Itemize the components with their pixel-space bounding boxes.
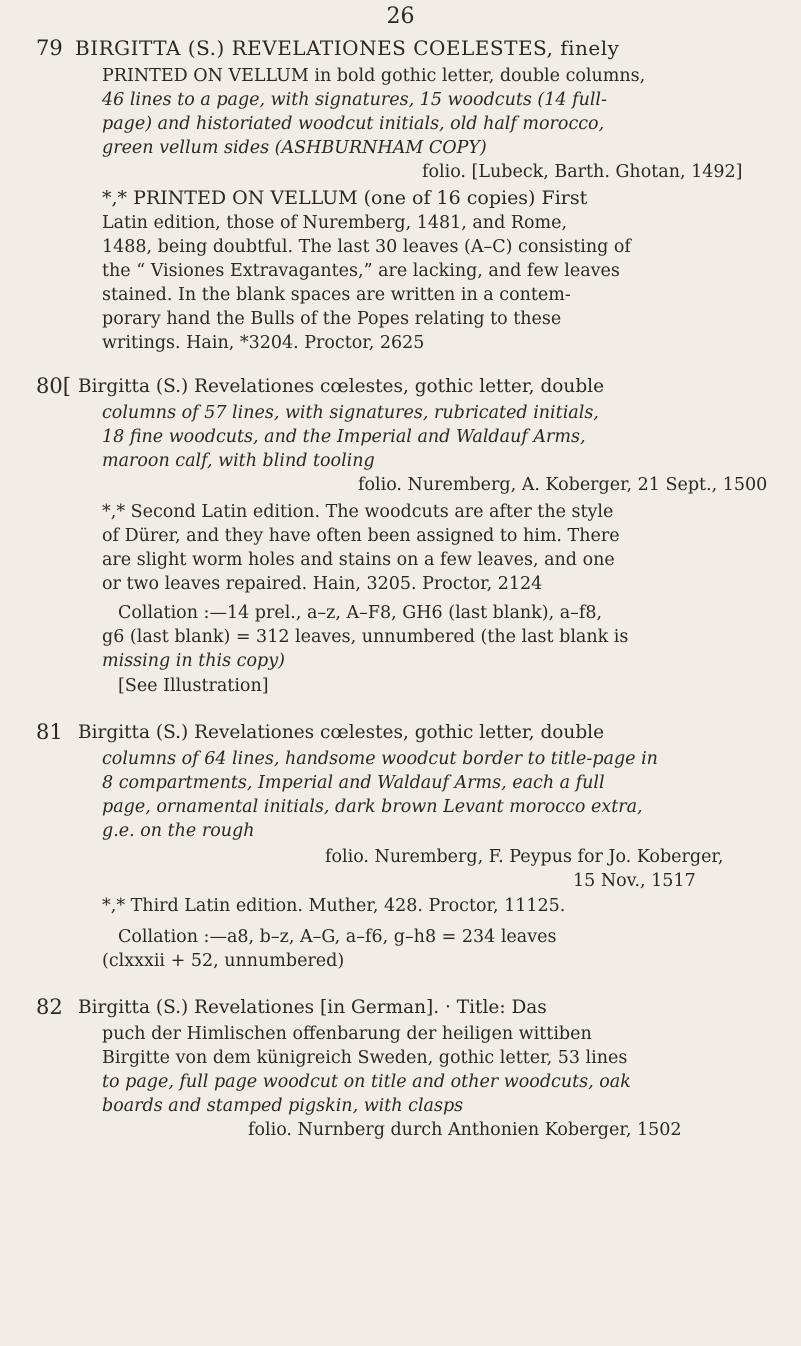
entry-line: writings. Hain, *3204. Proctor, 2625 (102, 333, 425, 353)
entry-line: 8 compartments, Imperial and Waldauf Arms, each a full (102, 773, 605, 793)
entry-line: Collation :—14 prel., a–z, A–F8, GH6 (last blank), a–f8, (118, 603, 603, 623)
entry-line: g.e. on the rough (102, 821, 255, 841)
entry-line: Birgitta (S.) Revelationes [in German]. · Title: Das (78, 997, 547, 1018)
entry-line: Latin edition, those of Nuremberg, 1481, and Rome, (102, 213, 568, 233)
entry-line: *,* PRINTED ON VELLUM (one of 16 copies) First (102, 187, 588, 209)
entry-line: page, ornamental initials, dark brown Levant morocco extra, (102, 797, 643, 817)
entry-line: 1488, being doubtful. The last 30 leaves (A–C) consisting of (102, 237, 631, 257)
entry-line: stained. In the blank spaces are written in a contem- (102, 285, 571, 305)
entry-line: Birgitta (S.) Revelationes cœlestes, gothic letter, double (78, 722, 605, 743)
entry-line: folio. Nuremberg, A. Koberger, 21 Sept., 1500 (358, 475, 768, 495)
lot-number: 82 (36, 995, 63, 1019)
page-number: 26 (386, 4, 415, 29)
entry-line: the “ Visiones Extravagantes,” are lacking, and few leaves (102, 261, 620, 281)
entry-line: folio. Nurnberg durch Anthonien Koberger, 1502 (248, 1120, 682, 1140)
entry-line: g6 (last blank) = 312 leaves, unnumbered (the last blank is (102, 627, 629, 647)
entry-line: Collation :—a8, b–z, A–G, a–f6, g–h8 = 234 leaves (118, 927, 557, 947)
entry-line: *,* Third Latin edition. Muther, 428. Proctor, 11125. (102, 896, 566, 916)
entry-line: Birgitte von dem künigreich Sweden, gothic letter, 53 lines (102, 1048, 628, 1068)
entry-line: green vellum sides (ASHBURNHAM COPY) (102, 138, 487, 158)
entry-line: columns of 57 lines, with signatures, rubricated initials, (102, 403, 599, 423)
entry-line: Birgitta (S.) Revelationes cœlestes, gothic letter, double (78, 376, 605, 397)
entry-line: maroon calf, with blind tooling (102, 451, 375, 471)
entry-line: puch der Himlischen offenbarung der heiligen wittiben (102, 1024, 592, 1044)
lot-number: 80[ (36, 374, 71, 398)
entry-line: *,* Second Latin edition. The woodcuts are after the style (102, 502, 614, 522)
entry-line: columns of 64 lines, handsome woodcut border to title-page in (102, 749, 658, 769)
entry-line: folio. [Lubeck, Barth. Ghotan, 1492] (422, 162, 743, 182)
entry-line: porary hand the Bulls of the Popes relating to these (102, 309, 562, 329)
entry-line: to page, full page woodcut on title and other woodcuts, oak (102, 1072, 631, 1092)
entry-line: BIRGITTA (S.) REVELATIONES COELESTES, finely (75, 36, 620, 60)
entry-line: boards and stamped pigskin, with clasps (102, 1096, 464, 1116)
entry-line: [See Illustration] (118, 676, 269, 696)
entry-line: (clxxxii + 52, unnumbered) (102, 951, 345, 971)
entry-line: PRINTED ON VELLUM in bold gothic letter, double columns, (102, 66, 646, 86)
entry-line: are slight worm holes and stains on a few leaves, and one (102, 550, 615, 570)
entry-line: page) and historiated woodcut initials, old half morocco, (102, 114, 605, 134)
entry-line: 15 Nov., 1517 (573, 871, 696, 891)
entry-line: or two leaves repaired. Hain, 3205. Proctor, 2124 (102, 574, 543, 594)
entry-line: 46 lines to a page, with signatures, 15 woodcuts (14 full- (102, 90, 607, 110)
entry-line: folio. Nuremberg, F. Peypus for Jo. Koberger, (325, 847, 724, 867)
entry-line: 18 fine woodcuts, and the Imperial and Waldauf Arms, (102, 427, 586, 447)
lot-number: 81 (36, 720, 63, 744)
lot-number: 79 (36, 36, 63, 60)
entry-line: missing in this copy) (102, 651, 285, 671)
entry-line: of Dürer, and they have often been assigned to him. There (102, 526, 620, 546)
